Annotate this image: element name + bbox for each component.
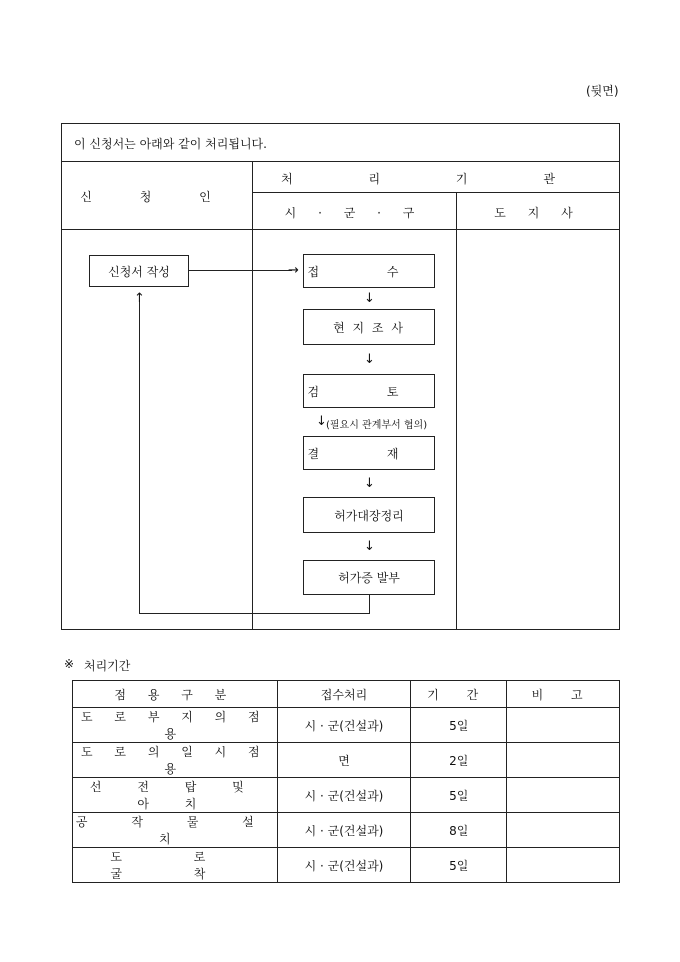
arrow-down-icon: ↓ (364, 352, 375, 367)
occupancy-type: 도 로 의 일 시 점 용 (73, 743, 278, 778)
column-header: 접수처리 (277, 681, 411, 708)
processing-agency-header: 처 리 기 관 (281, 172, 591, 186)
table-header-row (73, 681, 620, 708)
note (507, 708, 620, 743)
return-line-bottom (139, 613, 370, 614)
period-title: 처리기간 (84, 659, 131, 673)
table-row (73, 848, 620, 883)
period: 8일 (411, 813, 507, 848)
step-permit-issue: 허가증 발부 (303, 560, 435, 595)
occupancy-type: 선 전 탑 및 아 치 (73, 778, 278, 813)
column-header: 점 용 구 분 (73, 681, 278, 708)
note (507, 743, 620, 778)
write-application-box: 신청서 작성 (89, 255, 189, 287)
occupancy-type: 공 작 물 설 치 (73, 813, 278, 848)
period: 2일 (411, 743, 507, 778)
note (507, 848, 620, 883)
arrow-right-icon: → (288, 263, 299, 278)
return-line-right (369, 595, 370, 614)
applicant-header: 신 청 인 (80, 190, 233, 204)
arrow-down-icon: ↓ (364, 539, 375, 554)
step-site-inspection: 현 지 조 사 (303, 309, 435, 345)
notice-text: 이 신청서는 아래와 같이 처리됩니다. (74, 137, 267, 151)
consult-note: (필요시 관계부서 협의) (326, 420, 428, 431)
table-row (73, 743, 620, 778)
period: 5일 (411, 778, 507, 813)
period-marker: ※ (64, 657, 75, 671)
governor-header: 도 지 사 (494, 206, 582, 220)
occupancy-type: 도 로 부 지 의 점 용 (73, 708, 278, 743)
return-line-left (139, 300, 140, 614)
period: 5일 (411, 708, 507, 743)
arrow-down-icon: ↓ (316, 414, 327, 429)
period-table (72, 680, 620, 883)
arrow-down-icon: ↓ (364, 476, 375, 491)
step-review: 검 토 (303, 374, 435, 408)
arrow-up-icon: ↑ (134, 291, 145, 306)
table-row (73, 778, 620, 813)
handler: 시 · 군(건설과) (277, 813, 411, 848)
page-label: (뒷면) (586, 84, 619, 98)
column-header: 기 간 (411, 681, 507, 708)
table-row (73, 813, 620, 848)
table-row (73, 708, 620, 743)
step-permit-ledger: 허가대장정리 (303, 497, 435, 533)
handler: 시 · 군(건설과) (277, 708, 411, 743)
note (507, 813, 620, 848)
handler: 시 · 군(건설과) (277, 778, 411, 813)
step-receipt: 접 수 (303, 254, 435, 288)
note (507, 778, 620, 813)
arrow-line-to-receipt (189, 270, 292, 271)
occupancy-type: 도 로 굴 착 (73, 848, 278, 883)
period: 5일 (411, 848, 507, 883)
handler: 면 (277, 743, 411, 778)
handler: 시 · 군(건설과) (277, 848, 411, 883)
city-county-header: 시 · 군 · 구 (284, 206, 424, 220)
column-header: 비 고 (507, 681, 620, 708)
arrow-down-icon: ↓ (364, 291, 375, 306)
step-approval: 결 재 (303, 436, 435, 470)
